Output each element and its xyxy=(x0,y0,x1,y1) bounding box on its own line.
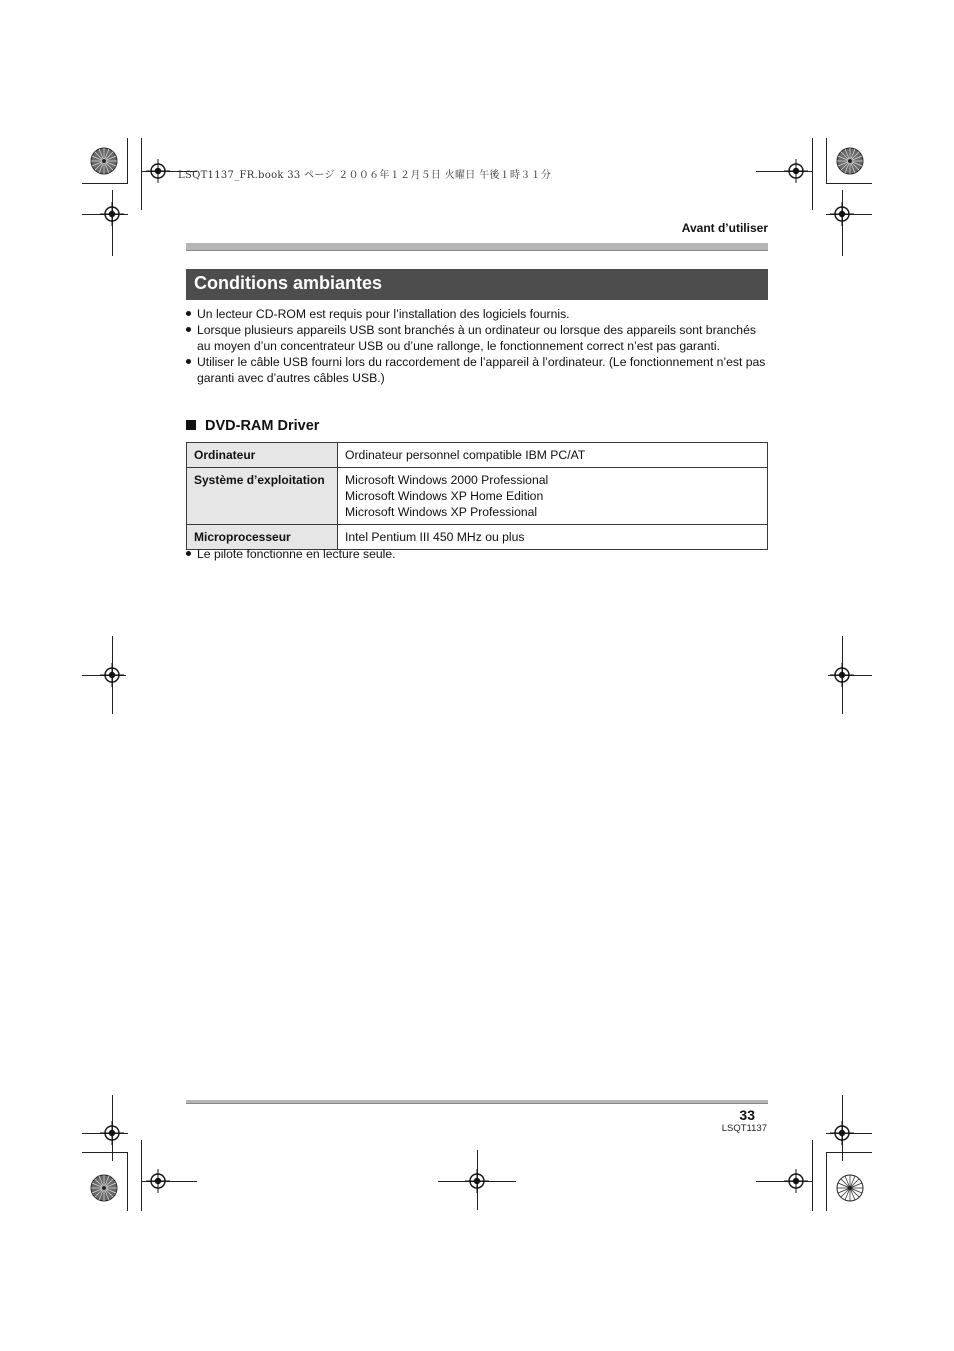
registration-mark-icon xyxy=(146,1169,170,1193)
row-value xyxy=(338,443,768,468)
note-text: Lorsque plusieurs appareils USB sont branchés à un ordinateur ou lorsque des appareils sont branchés au moyen d’un concentrateur USB ou d’une rallonge, le fonctionnement correct n’est pas garanti. xyxy=(197,323,756,353)
notes-list xyxy=(186,306,770,386)
bullet-icon xyxy=(186,327,191,332)
section-title: Conditions ambiantes xyxy=(194,273,383,293)
document-code: LSQT1137 xyxy=(721,1123,767,1134)
row-value-line: Microsoft Windows XP Home Edition xyxy=(345,489,544,503)
registration-mark-icon xyxy=(146,159,170,183)
note-text: Un lecteur CD-ROM est requis pour l’installation des logiciels fournis. xyxy=(197,307,570,321)
crop-line xyxy=(826,138,827,184)
header-rule xyxy=(186,243,768,251)
subheading-text: DVD-RAM Driver xyxy=(205,418,320,434)
running-header: Avant d’utiliser xyxy=(681,221,768,235)
row-value-line: Microsoft Windows XP Professional xyxy=(345,505,538,519)
page-number: 33 xyxy=(739,1107,755,1123)
footnote xyxy=(186,546,396,562)
registration-mark-icon xyxy=(100,1121,124,1145)
registration-mark-icon xyxy=(100,663,124,687)
crop-line xyxy=(826,1152,827,1211)
crop-line xyxy=(812,138,813,210)
note-text: Utiliser le câble USB fourni lors du raccordement de l’appareil à l’ordinateur. (Le fonctionnement n’est pas garanti avec d’autres câbles USB.) xyxy=(197,355,766,385)
crop-line xyxy=(826,183,872,184)
footer-rule xyxy=(186,1100,768,1104)
row-value-line: Intel Pentium III 450 MHz ou plus xyxy=(345,530,525,544)
row-label: Microprocesseur xyxy=(187,525,338,550)
crop-line xyxy=(82,1152,128,1153)
row-value-line: Ordinateur personnel compatible IBM PC/AT xyxy=(345,448,586,462)
registration-mark-icon xyxy=(465,1169,489,1193)
crop-line xyxy=(141,138,142,210)
bullet-icon xyxy=(186,359,191,364)
crop-star-icon xyxy=(90,147,118,175)
registration-mark-icon xyxy=(830,202,854,226)
print-slug: LSQT1137_FR.book 33 ページ ２００６年１２月５日 火曜日 午後１時３１分 xyxy=(178,170,552,181)
row-label: Système d’exploitation xyxy=(187,468,338,525)
requirements-table xyxy=(186,442,768,550)
registration-mark-icon xyxy=(784,1169,808,1193)
crop-line xyxy=(812,1140,813,1211)
table-row xyxy=(187,443,768,468)
registration-mark-icon xyxy=(830,663,854,687)
crop-line xyxy=(826,1152,872,1153)
list-item xyxy=(186,354,770,386)
section-bar xyxy=(186,269,768,300)
crop-line xyxy=(127,138,128,184)
footnote-text: Le pilote fonctionne en lecture seule. xyxy=(197,547,396,561)
bullet-icon xyxy=(186,551,191,556)
crop-star-icon xyxy=(836,147,864,175)
row-value-line: Microsoft Windows 2000 Professional xyxy=(345,473,549,487)
row-label: Ordinateur xyxy=(187,443,338,468)
crop-line xyxy=(127,1152,128,1211)
square-bullet-icon xyxy=(186,420,196,430)
list-item xyxy=(186,322,770,354)
row-value xyxy=(338,525,768,550)
crop-star-icon xyxy=(90,1174,118,1202)
registration-mark-icon xyxy=(830,1121,854,1145)
table-row xyxy=(187,468,768,525)
list-item xyxy=(186,306,770,322)
subheading xyxy=(186,418,319,434)
crop-line xyxy=(141,1140,142,1211)
crop-star-icon xyxy=(836,1174,864,1202)
registration-mark-icon xyxy=(100,202,124,226)
row-value xyxy=(338,468,768,525)
bullet-icon xyxy=(186,311,191,316)
registration-mark-icon xyxy=(784,159,808,183)
crop-line xyxy=(82,183,128,184)
